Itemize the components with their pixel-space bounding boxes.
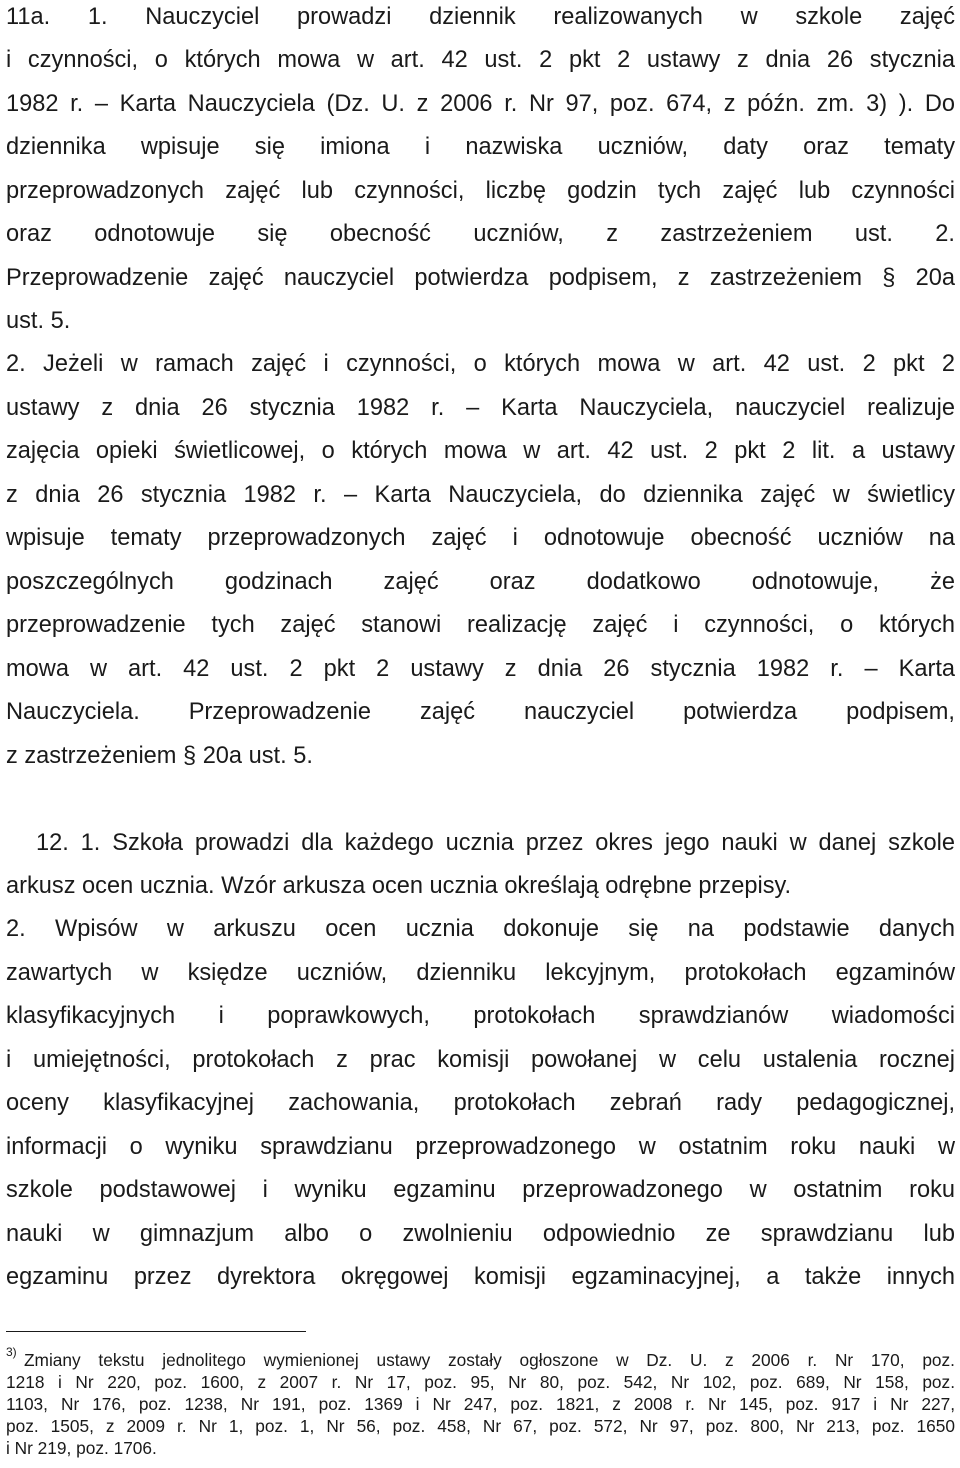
- footnote-line: poz. 1505, z 2009 r. Nr 1, poz. 1, Nr 56, poz. 458, Nr 67, poz. 572, Nr 97, poz. 800, Nr 213, poz. 1650: [6, 1416, 955, 1436]
- text-line: i umiejętności, protokołach z prac komisji powołanej w celu ustalenia rocznej: [6, 1047, 955, 1073]
- text-line: ustawy z dnia 26 stycznia 1982 r. – Karta Nauczyciela, nauczyciel realizuje: [6, 395, 955, 421]
- footnote-marker: 3): [6, 1345, 17, 1359]
- text-line: mowa w art. 42 ust. 2 pkt 2 ustawy z dnia 26 stycznia 1982 r. – Karta: [6, 656, 955, 682]
- text-line: przeprowadzonych zajęć lub czynności, liczbę godzin tych zajęć lub czynności: [6, 178, 955, 204]
- text-line: z zastrzeżeniem § 20a ust. 5.: [6, 743, 313, 769]
- footnote-line: Zmiany tekstu jednolitego wymienionej ustawy zostały ogłoszone w Dz. U. z 2006 r. Nr 170, poz.: [24, 1350, 955, 1370]
- text-line: poszczególnych godzinach zajęć oraz dodatkowo odnotowuje, że: [6, 569, 955, 595]
- text-line: nauki w gimnazjum albo o zwolnieniu odpowiednio ze sprawdzianu lub: [6, 1221, 955, 1247]
- footnote-separator: [6, 1331, 306, 1332]
- footnote-line: 1103, Nr 176, poz. 1238, Nr 191, poz. 1369 i Nr 247, poz. 1821, z 2008 r. Nr 145, poz. 917 i Nr 227,: [6, 1394, 955, 1414]
- text-line: arkusz ocen ucznia. Wzór arkusza ocen ucznia określają odrębne przepisy.: [6, 873, 792, 899]
- text-line: przeprowadzenie tych zajęć stanowi realizację zajęć i czynności, o których: [6, 612, 955, 638]
- text-line: oraz odnotowuje się obecność uczniów, z zastrzeżeniem ust. 2.: [6, 221, 955, 247]
- text-line: zajęcia opieki świetlicowej, o których mowa w art. 42 ust. 2 pkt 2 lit. a ustawy: [6, 438, 955, 464]
- text-line: 2. Jeżeli w ramach zajęć i czynności, o których mowa w art. 42 ust. 2 pkt 2: [6, 351, 955, 377]
- text-line: 12. 1. Szkoła prowadzi dla każdego ucznia przez okres jego nauki w danej szkole: [36, 830, 955, 856]
- text-line: klasyfikacyjnych i poprawkowych, protokołach sprawdzianów wiadomości: [6, 1003, 955, 1029]
- text-line: szkole podstawowej i wyniku egzaminu przeprowadzonego w ostatnim roku: [6, 1177, 955, 1203]
- footnote-line: 1218 i Nr 220, poz. 1600, z 2007 r. Nr 17, poz. 95, Nr 80, poz. 542, Nr 102, poz. 689, Nr 158, poz.: [6, 1372, 955, 1392]
- text-line: informacji o wyniku sprawdzianu przeprowadzonego w ostatnim roku nauki w: [6, 1134, 955, 1160]
- footnote-line: i Nr 219, poz. 1706.: [6, 1438, 157, 1458]
- text-line: egzaminu przez dyrektora okręgowej komisji egzaminacyjnej, a także innych: [6, 1264, 955, 1290]
- text-line: ust. 5.: [6, 308, 71, 334]
- text-line: oceny klasyfikacyjnej zachowania, protokołach zebrań rady pedagogicznej,: [6, 1090, 955, 1116]
- text-line: wpisuje tematy przeprowadzonych zajęć i odnotowuje obecność uczniów na: [6, 525, 955, 551]
- text-line: Przeprowadzenie zajęć nauczyciel potwierdza podpisem, z zastrzeżeniem § 20a: [6, 265, 955, 291]
- text-line: Nauczyciela. Przeprowadzenie zajęć nauczyciel potwierdza podpisem,: [6, 699, 955, 725]
- text-line: zawartych w księdze uczniów, dzienniku lekcyjnym, protokołach egzaminów: [6, 960, 955, 986]
- text-line: 1982 r. – Karta Nauczyciela (Dz. U. z 2006 r. Nr 97, poz. 674, z późn. zm. 3) ). Do: [6, 91, 955, 117]
- text-line: 2. Wpisów w arkuszu ocen ucznia dokonuje się na podstawie danych: [6, 916, 955, 942]
- text-line: dziennika wpisuje się imiona i nazwiska uczniów, daty oraz tematy: [6, 134, 955, 160]
- text-line: z dnia 26 stycznia 1982 r. – Karta Nauczyciela, do dziennika zajęć w świetlicy: [6, 482, 955, 508]
- text-line: i czynności, o których mowa w art. 42 ust. 2 pkt 2 ustawy z dnia 26 stycznia: [6, 47, 955, 73]
- text-line: 11a. 1. Nauczyciel prowadzi dziennik realizowanych w szkole zajęć: [6, 4, 955, 30]
